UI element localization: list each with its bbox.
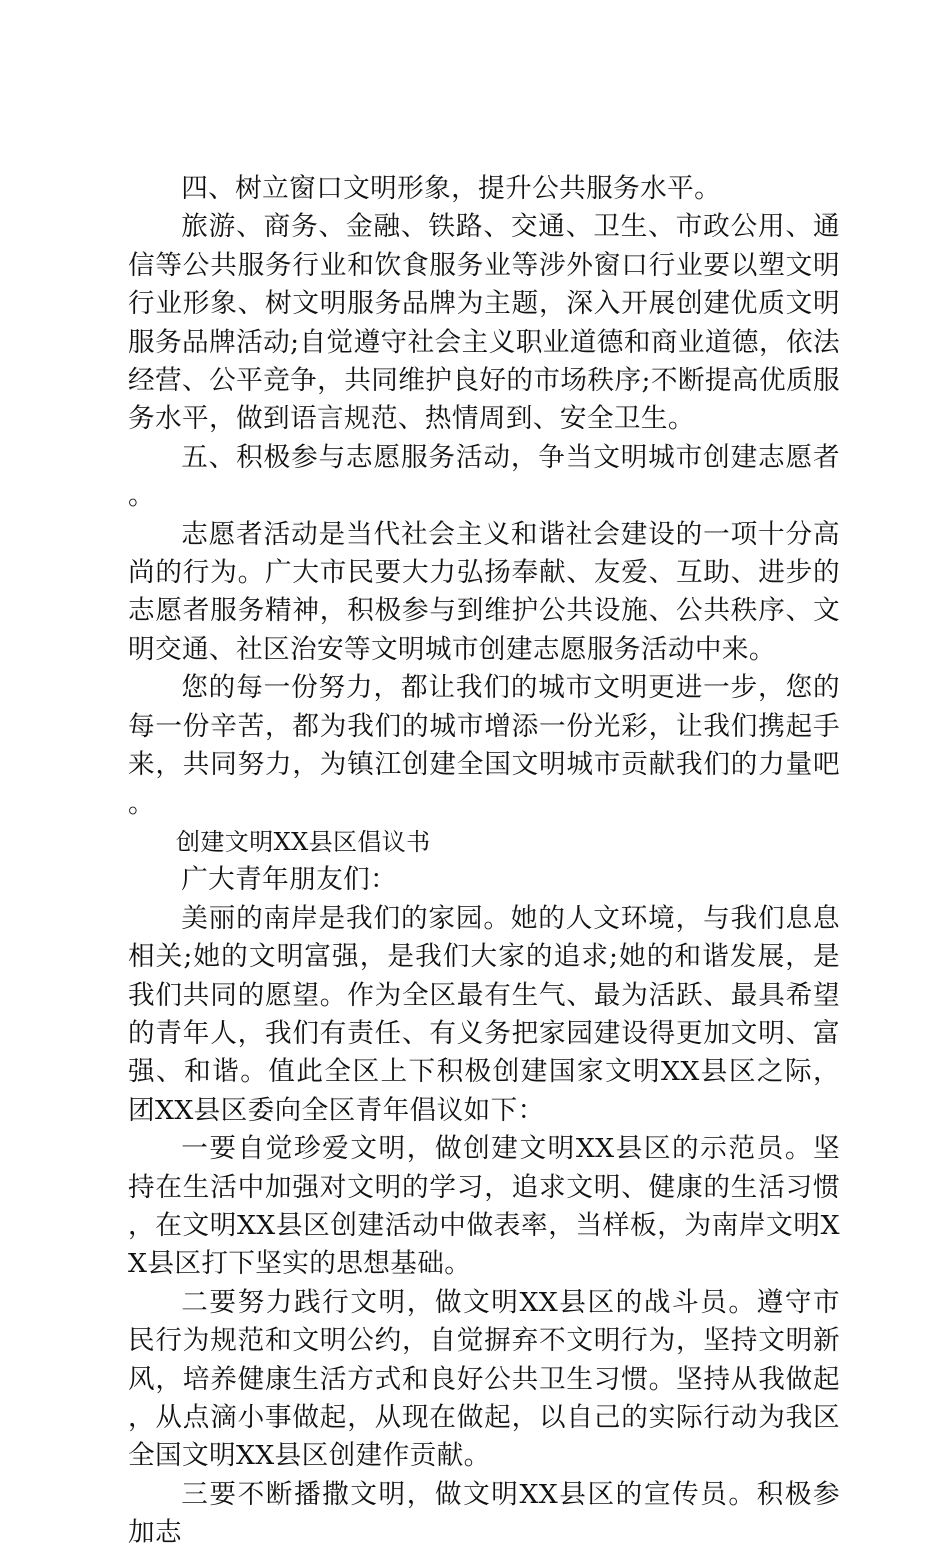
paragraph-intro: 美丽的南岸是我们的家园。她的人文环境，与我们息息相关;她的文明富强，是我们大家的追求;她的和谐发展，是我们共同的愿望。作为全区最有生气、最为活跃、最具希望的青年人，我们有责任、有义务把家园建设得更加文明、富强、和谐。值此全区上下积极创建国家文明XX县区之际，团XX县区委向全区青年倡议如下： <box>128 902 840 1126</box>
paragraph-public-service: 旅游、商务、金融、铁路、交通、卫生、市政公用、通信等公共服务行业和饮食服务业等涉外窗口行业要以塑文明行业形象、树文明服务品牌为主题，深入开展创建优质文明服务品牌活动;自觉遵守社会主义职业道德和商业道德，依法经营、公平竞争，共同维护良好的市场秩序;不断提高优质服务水平，做到语言规范、热情周到、安全卫生。 <box>128 211 840 435</box>
section-heading-five: 五、积极参与志愿服务活动，争当文明城市创建志愿者。 <box>128 441 840 512</box>
paragraph-closing: 您的每一份努力，都让我们的城市文明更进一步，您的每一份辛苦，都为我们的城市增添一份光彩，让我们携起手来，共同努力，为镇江创建全国文明城市贡献我们的力量吧。 <box>128 672 840 819</box>
paragraph-point-two: 二要努力践行文明，做文明XX县区的战斗员。遵守市民行为规范和文明公约，自觉摒弃不文明行为，坚持文明新风，培养健康生活方式和良好公共卫生习惯。坚持从我做起，从点滴小事做起，从现在做起，以自己的实际行动为我区全国文明XX县区创建作贡献。 <box>128 1286 840 1472</box>
salutation: 广大青年朋友们： <box>181 864 398 896</box>
paragraph-point-one: 一要自觉珍爱文明，做创建文明XX县区的示范员。坚持在生活中加强对文明的学习，追求文明、健康的生活习惯，在文明XX县区创建活动中做表率，当样板，为南岸文明XX县区打下坚实的思想基础。 <box>128 1133 840 1280</box>
proposal-title: 创建文明XX县区倡议书 <box>176 827 431 856</box>
document-body <box>128 170 840 1553</box>
paragraph-point-three: 三要不断播撒文明，做文明XX县区的宣传员。积极参加志 <box>128 1478 840 1549</box>
paragraph-volunteer: 志愿者活动是当代社会主义和谐社会建设的一项十分高尚的行为。广大市民要大力弘扬奉献、友爱、互助、进步的志愿者服务精神，积极参与到维护公共设施、公共秩序、文明交通、社区治安等文明城市创建志愿服务活动中来。 <box>128 518 840 665</box>
section-heading-four: 四、树立窗口文明形象，提升公共服务水平。 <box>181 173 722 204</box>
